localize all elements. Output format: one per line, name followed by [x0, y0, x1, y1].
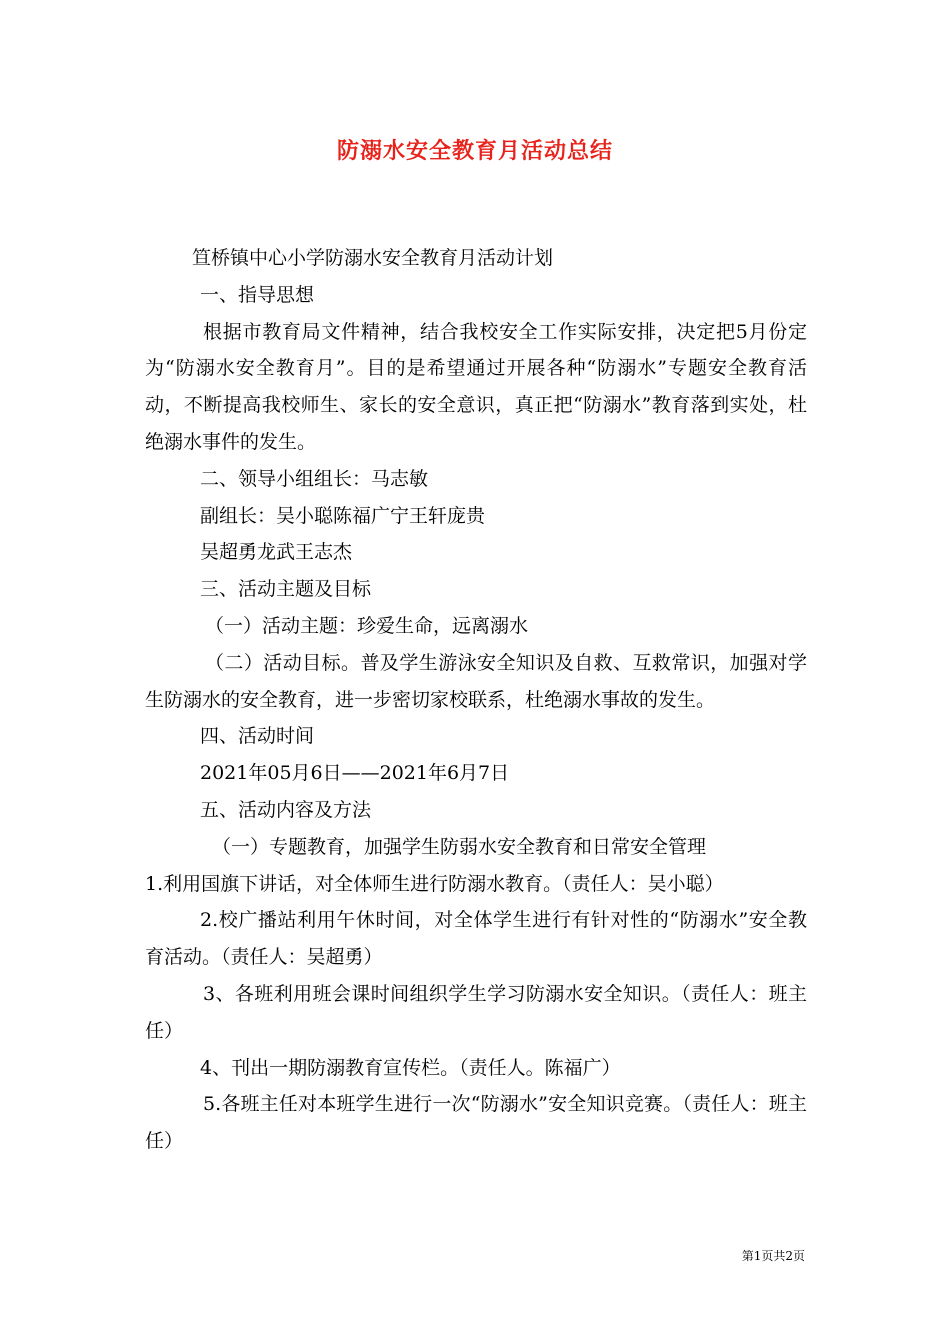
paragraph-content-special: （一）专题教育，加强学生防弱水安全教育和日常安全管理 [212, 835, 707, 858]
paragraph-plan-title: 笪桥镇中心小学防溺水安全教育月活动计划 [192, 247, 554, 269]
document-title: 防溺水安全教育月活动总结 [336, 139, 613, 164]
paragraph-guiding-text: 根据市教育局文件精神，结合我校安全工作实际安排，决定把5月份定为“防溺水安全教育月”。目的是希望通过开展各种“防溺水”专题安全教育活动，不断提高我校师生、家长的安全意识，真正把“防溺水”教育落到实处，杜绝溺水事件的发生。 [145, 320, 807, 453]
paragraph-heading-guiding: 一、指导思想 [200, 283, 315, 306]
paragraph-item-5: 5.各班主任对本班学生进行一次“防溺水”安全知识竞赛。（责任人：班主任） [145, 1093, 807, 1153]
paragraph-item-4: 4、刊出一期防溺教育宣传栏。（责任人。陈福广） [200, 1056, 621, 1079]
paragraph-item-3: 3、各班利用班会课时间组织学生学习防溺水安全知识。（责任人：班主任） [145, 982, 807, 1042]
paragraph-heading-time: 四、活动时间 [200, 725, 315, 748]
paragraph-heading-leaders: 二、领导小组组长：马志敏 [200, 467, 429, 490]
paragraph-goal: （二）活动目标。普及学生游泳安全知识及自救、互救常识，加强对学生防溺水的安全教育，进一步密切家校联系，杜绝溺水事故的发生。 [145, 651, 807, 711]
document-body [145, 240, 807, 1160]
paragraph-time: 2021年05月6日——2021年6月7日 [200, 762, 510, 785]
paragraph-item-1: 1.利用国旗下讲话，对全体师生进行防溺水教育。（责任人：吴小聪） [145, 872, 724, 895]
paragraph-item-2: 2.校广播站利用午休时间，对全体学生进行有针对性的“防溺水”安全教育活动。（责任人：吴超勇） [145, 909, 807, 969]
paragraph-heading-theme: 三、活动主题及目标 [200, 578, 372, 601]
paragraph-deputy-leaders: 副组长：吴小聪陈福广宁王轩庞贵 [200, 504, 486, 527]
paragraph-heading-content: 五、活动内容及方法 [200, 798, 372, 821]
paragraph-members: 吴超勇龙武王志杰 [200, 541, 353, 564]
paragraph-theme: （一）活动主题：珍爱生命，远离溺水 [205, 614, 529, 637]
page-number: 第1页共2页 [741, 1249, 805, 1263]
